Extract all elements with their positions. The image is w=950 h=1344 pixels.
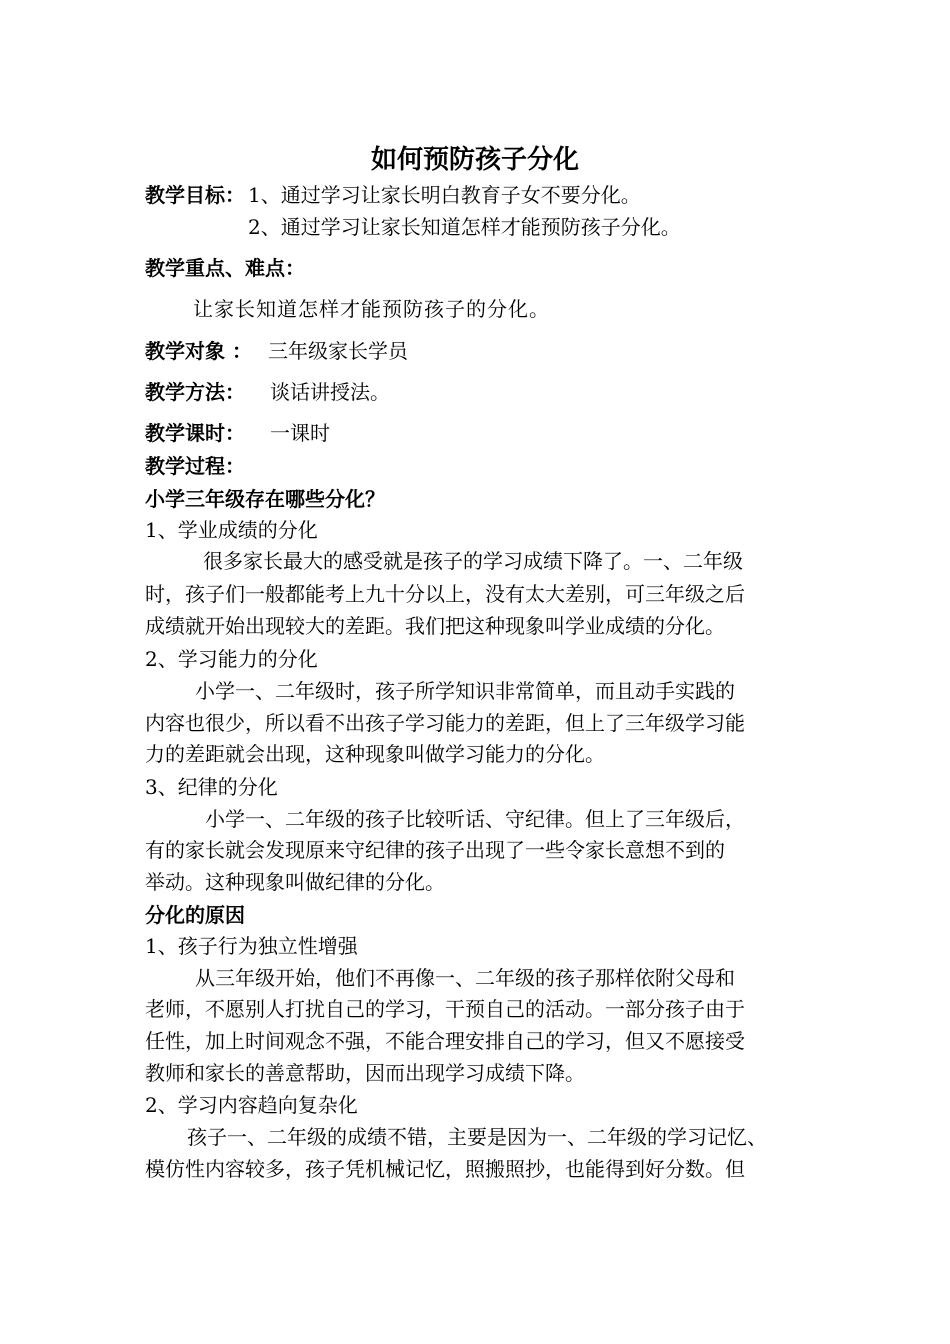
paragraph-line: 孩子一、二年级的成绩不错，主要是因为一、二年级的学习记忆、	[187, 1125, 767, 1149]
document-title: 如何预防孩子分化	[370, 145, 579, 175]
paragraph-line: 老师，不愿别人打扰自己的学习，干预自己的活动。一部分孩子由于	[145, 997, 745, 1021]
paragraph-line: 从三年级开始，他们不再像一、二年级的孩子那样依附父母和	[195, 966, 735, 990]
paragraph-line: 举动。这种现象叫做纪律的分化。	[145, 870, 445, 894]
key-points-text: 让家长知道怎样才能预防孩子的分化。	[193, 297, 550, 321]
hours-label: 教学课时：	[145, 421, 245, 445]
paragraph-line: 力的差距就会出现，这种现象叫做学习能力的分化。	[145, 742, 605, 766]
paragraph-line: 小学一、二年级时，孩子所学知识非常简单，而且动手实践的	[195, 679, 735, 703]
section1-item1-title: 1、学业成绩的分化	[145, 518, 318, 542]
key-points-label: 教学重点、难点：	[145, 256, 305, 280]
section2-item1-title: 1、孩子行为独立性增强	[145, 934, 358, 958]
paragraph-line: 时，孩子们一般都能考上九十分以上，没有太大差别，可三年级之后	[145, 582, 745, 606]
paragraph-line: 小学一、二年级的孩子比较听话、守纪律。但上了三年级后，	[205, 807, 745, 831]
paragraph-line: 有的家长就会发现原来守纪律的孩子出现了一些令家长意想不到的	[145, 838, 725, 862]
goals-label: 教学目标：	[145, 183, 245, 207]
goal-item-1: 1、通过学习让家长明白教育子女不要分化。	[248, 183, 641, 207]
section2-heading: 分化的原因	[145, 903, 245, 927]
paragraph-line: 任性，加上时间观念不强，不能合理安排自己的学习，但又不愿接受	[145, 1029, 745, 1053]
paragraph-line: 内容也很少，所以看不出孩子学习能力的差距，但上了三年级学习能	[145, 711, 745, 735]
section1-heading: 小学三年级存在哪些分化？	[145, 487, 385, 511]
section1-item3-title: 3、纪律的分化	[145, 775, 278, 799]
target-label: 教学对象 ：	[145, 339, 252, 363]
paragraph-line: 模仿性内容较多，孩子凭机械记忆，照搬照抄，也能得到好分数。但	[145, 1157, 745, 1181]
method-text: 谈话讲授法。	[270, 380, 390, 404]
paragraph-line: 成绩就开始出现较大的差距。我们把这种现象叫学业成绩的分化。	[145, 614, 725, 638]
section2-item2-title: 2、学习内容趋向复杂化	[145, 1093, 358, 1117]
target-text: 三年级家长学员	[268, 339, 408, 363]
hours-text: 一课时	[270, 421, 330, 445]
section1-item2-title: 2、学习能力的分化	[145, 647, 318, 671]
goal-item-2: 2、通过学习让家长知道怎样才能预防孩子分化。	[248, 215, 681, 239]
method-label: 教学方法：	[145, 380, 245, 404]
process-label: 教学过程：	[145, 454, 245, 478]
paragraph-line: 教师和家长的善意帮助，因而出现学习成绩下降。	[145, 1061, 585, 1085]
paragraph-line: 很多家长最大的感受就是孩子的学习成绩下降了。一、二年级	[203, 549, 743, 573]
